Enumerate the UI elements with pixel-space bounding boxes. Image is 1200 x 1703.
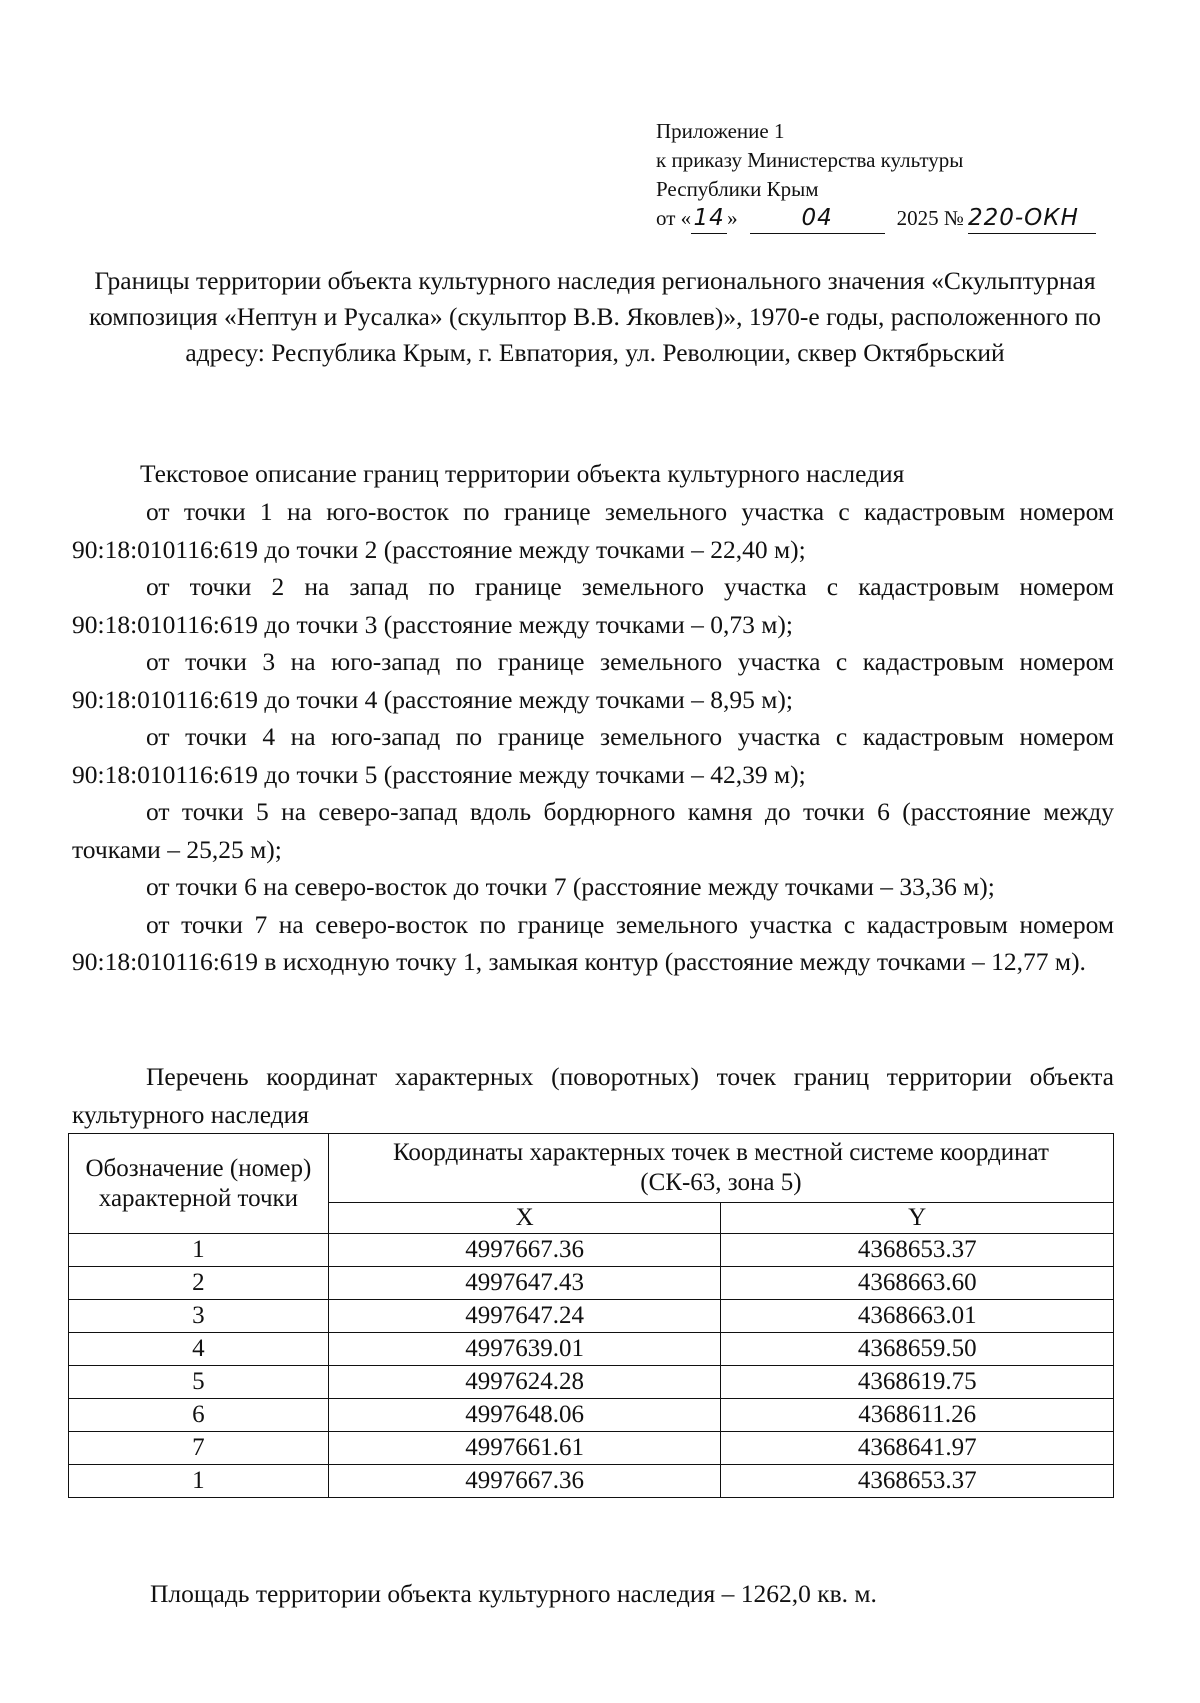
point-number: 3 — [69, 1300, 329, 1333]
order-number: 220-ОКН — [968, 204, 1096, 234]
x-value: 4997647.24 — [328, 1300, 721, 1333]
point-number-header: Обозначение (номер) характерной точки — [69, 1134, 329, 1234]
y-value: 4368653.37 — [721, 1465, 1114, 1498]
coordinates-list-title: Перечень координат характерных (поворотных) точек границ территории объекта культурного наследия — [72, 1062, 1114, 1129]
date-prefix: от « — [656, 206, 692, 230]
step-paragraph: от точки 1 на юго-восток по границе земельного участка с кадастровым номером 90:18:010116:619 до точки 2 (расстояние между точками – 22,40 м); — [72, 497, 1114, 564]
table-row — [69, 1366, 1114, 1399]
y-value: 4368641.97 — [721, 1432, 1114, 1465]
point-number: 5 — [69, 1366, 329, 1399]
x-value: 4997648.06 — [328, 1399, 721, 1432]
table-row — [69, 1300, 1114, 1333]
date-year: 2025 № — [896, 206, 964, 230]
step-paragraph: от точки 2 на запад по границе земельного участка с кадастровым номером 90:18:010116:619 до точки 3 (расстояние между точками – 0,73 м); — [72, 572, 1114, 639]
x-value: 4997647.43 — [328, 1267, 721, 1300]
y-value: 4368611.26 — [721, 1399, 1114, 1432]
date-day: 14 — [691, 204, 727, 234]
step-paragraph: от точки 4 на юго-запад по границе земельного участка с кадастровым номером 90:18:010116:619 до точки 5 (расстояние между точками – 42,39 м); — [72, 722, 1114, 789]
document-title: Границы территории объекта культурного наследия регионального значения «Скульптурная композиция «Нептун и Русалка» (скульптор В.В. Яковлев)», 1970-е годы, расположенного по адресу: Республика Крым, г. Евпатория, ул. Революции, сквер Октябрьский — [88, 266, 1102, 367]
table-row — [69, 1465, 1114, 1498]
point-number: 4 — [69, 1333, 329, 1366]
table-row — [69, 1432, 1114, 1465]
annex-date-line — [656, 204, 1116, 234]
x-value: 4997667.36 — [328, 1234, 721, 1267]
y-value: 4368653.37 — [721, 1234, 1114, 1267]
y-value: 4368663.01 — [721, 1300, 1114, 1333]
coordinates-table — [68, 1133, 1114, 1498]
point-number: 7 — [69, 1432, 329, 1465]
annex-line-2: к приказу Министерства культуры — [656, 148, 964, 172]
table-row — [69, 1267, 1114, 1300]
table-row — [69, 1333, 1114, 1366]
table-header-row — [69, 1134, 1114, 1203]
boundary-steps — [72, 493, 1114, 981]
point-number: 6 — [69, 1399, 329, 1432]
step-paragraph: от точки 5 на северо-запад вдоль бордюрного камня до точки 6 (расстояние между точками – 25,25 м); — [72, 797, 1114, 864]
step-paragraph: от точки 6 на северо-восток до точки 7 (расстояние между точками – 33,36 м); — [146, 872, 995, 901]
description-title: Текстовое описание границ территории объекта культурного наследия — [140, 459, 905, 488]
point-number: 2 — [69, 1267, 329, 1300]
table-row — [69, 1234, 1114, 1267]
y-value: 4368659.50 — [721, 1333, 1114, 1366]
x-value: 4997624.28 — [328, 1366, 721, 1399]
x-value: 4997661.61 — [328, 1432, 721, 1465]
point-number: 1 — [69, 1465, 329, 1498]
date-mid: » — [727, 206, 738, 230]
x-value: 4997639.01 — [328, 1333, 721, 1366]
x-header: X — [328, 1203, 721, 1234]
annex-line-1: Приложение 1 — [656, 119, 785, 143]
y-value: 4368619.75 — [721, 1366, 1114, 1399]
coordinates-header: Координаты характерных точек в местной системе координат (СК-63, зона 5) — [328, 1134, 1113, 1203]
step-paragraph: от точки 3 на юго-запад по границе земельного участка с кадастровым номером 90:18:010116:619 до точки 4 (расстояние между точками – 8,95 м); — [72, 647, 1114, 714]
table-row — [69, 1399, 1114, 1432]
y-header: Y — [721, 1203, 1114, 1234]
date-month: 04 — [750, 204, 885, 234]
annex-header — [656, 117, 1116, 234]
point-number: 1 — [69, 1234, 329, 1267]
step-paragraph: от точки 7 на северо-восток по границе земельного участка с кадастровым номером 90:18:010116:619 в исходную точку 1, замыкая контур (расстояние между точками – 12,77 м). — [72, 909, 1114, 976]
annex-line-3: Республики Крым — [656, 177, 819, 201]
territory-area: Площадь территории объекта культурного наследия – 1262,0 кв. м. — [150, 1579, 877, 1608]
x-value: 4997667.36 — [328, 1465, 721, 1498]
y-value: 4368663.60 — [721, 1267, 1114, 1300]
